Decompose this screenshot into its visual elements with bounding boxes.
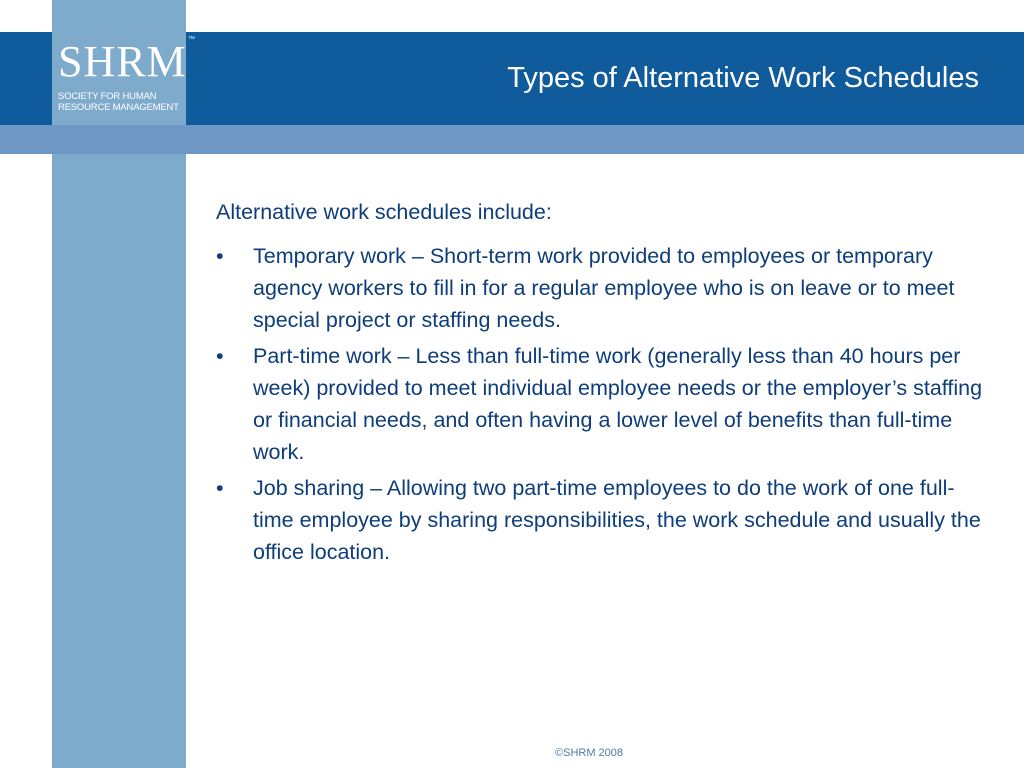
bullet-item-part-time-work [216,340,986,468]
bullet-text: Part-time work – Less than full-time work (generally less than 40 hours per week) provided to meet individual employee needs or the employer’s staffing or financial needs, and often having a lower level of benefits than full-time work. [253,344,983,464]
logo-wordmark: SHRM [58,37,187,86]
bullet-icon: • [216,344,224,368]
bullet-item-temporary-work [216,240,986,336]
intro-text: Alternative work schedules include: [216,200,552,224]
slide-title: Types of Alternative Work Schedules [507,62,979,94]
bullet-list [216,240,986,568]
footer-copyright: ©SHRM 2008 [555,747,624,759]
bullet-icon: • [216,244,224,268]
logo-tagline-line: SOCIETY FOR HUMAN [58,91,157,102]
sub-band [0,125,1024,154]
bullet-text: Temporary work – Short-term work provided to employees or temporary agency workers to fill in for a regular employee who is on leave or to meet special project or staffing needs. [253,244,955,332]
logo-tagline [58,91,184,113]
bullet-icon: • [216,476,224,500]
slide-content [216,196,986,572]
shrm-logo [52,35,195,123]
bullet-text: Job sharing – Allowing two part-time employees to do the work of one full-time employee by sharing responsibilities, the work schedule and usually the office location. [253,476,981,564]
logo-trademark: ™ [188,36,195,43]
bullet-item-job-sharing [216,472,986,568]
logo-tagline-line: RESOURCE MANAGEMENT [58,102,179,113]
